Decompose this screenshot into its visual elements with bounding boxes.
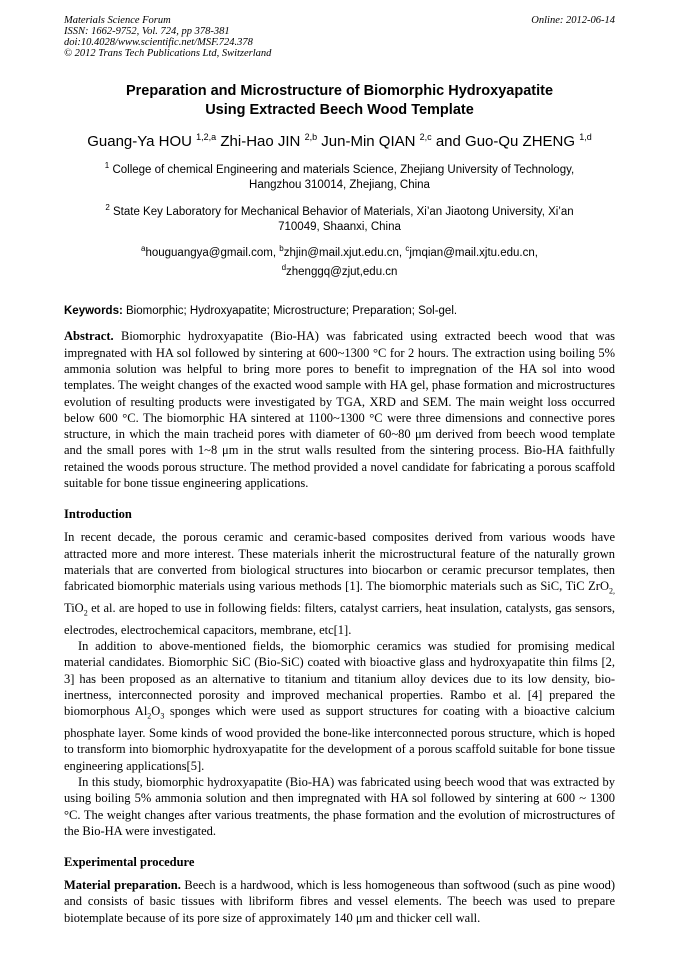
keywords [64,304,615,319]
email-list [64,241,615,281]
affiliation-line: College of chemical Engineering and materials Science, Zhejiang University of Technology, [112,163,575,176]
intro-paragraph-1: In recent decade, the porous ceramic and ceramic-based composites derived from various woods have attracted more and more interest. These materials inherit the microstructural feature of the naturally grown materials that are converted from biological structures into biocarbon or ceramic precursor templates, then fabricated biomorphic materials using various methods [1]. The biomorphic materials such as SiC, TiC ZrO$_{2,}$ TiO$_2$ et al. are hoped to use in following fields: filters, catalyst carriers, heat insulation, catalysts, gas sensors, electrodes, electrochemical capacitors, membrane, etc[1]. [64,530,615,637]
author-name: Zhi-Hao JIN [220,133,301,150]
online-date: Online: 2012-06-14 [531,15,615,26]
experimental-heading: Experimental procedure [64,855,195,870]
introduction-heading: Introduction [64,507,132,522]
abstract-text: Biomorphic hydroxyapatite (Bio-HA) was fabricated using extracted beech wood that was impregnated with HA sol followed by sintering at 600~1300 °C for 2 hours. The extraction using boiling 5% ammonia solution was helpful to bring more pores to benefit to impregnation of the HA sol into wood templates. The weight changes of the exacted wood sample with HA gel, phase formation and microstructures evolution of resulting products were investigated by TGA, XRD and SEM. The main weight loss occurred below 600 °C. The biomorphic HA sintered at 1100~1300 °C were three dimensions and connective pores structure, in which the main tracheid pores with diameter of 60~80 μm derived from beech wood template and the small pores with 1~8 μm in the strut walls resulted from the sintering process. Bio-HA faithfully retained the woods porous structure. The method provided a novel candidate for fabricating a porous scaffold suitable for bone tissue engineering applications. [64,329,615,490]
intro-paragraph-2: In addition to above-mentioned fields, the biomorphic ceramics was studied for promising medical material candidates. Biomorphic SiC (Bio-SiC) coated with bioactive glass and hydroxyapatite thin films [2, 3] has been proposed as an alternative to titanium and titanium alloy devices due to its low density, bio-inertness, interconnected porosity and improved mechanical properties. Rambo et al. [4] prepared the biomorphous $Al_2O_3$ sponges which were used as support structures for coating with a bioactive calcium phosphate layer. Some kinds of wood provided the bone-like interconnected porous structure, which is hoped to transform into biomorphic hydroxyapatite for the development of a porous scaffold suitable for bone tissue engineering applications[5]. [64,639,615,773]
affiliation-1 [64,158,615,193]
copyright: © 2012 Trans Tech Publications Ltd, Switzerland [64,48,272,59]
affiliation-num: 1 [104,161,110,170]
paper-title [64,82,615,120]
author-sup: 2,c [419,132,432,142]
email-sup: a [141,243,146,253]
intro-paragraph-3: In this study, biomorphic hydroxyapatite (Bio-HA) was fabricated using beech wood that was extracted by using boiling 5% ammonia solution and then impregnated with HA sol followed by sintering at 600 ~ 1300 °C. The weight changes after various treatments, the phase formation and the evolution of microstructures of the Bio-HA were investigated. [64,774,615,838]
paper-page [64,15,615,926]
journal-name: Materials Science Forum [64,15,171,26]
author-sup: 1,2,a [196,132,217,142]
author-name: Jun-Min QIAN [321,133,416,150]
author-sup: 2,b [304,132,318,142]
affiliation-line: State Key Laboratory for Mechanical Behavior of Materials, Xi’an Jiaotong University, Xi’an [113,205,574,218]
doi[interactable]: doi:10.4028/www.scientific.net/MSF.724.378 [64,37,253,48]
affiliation-line: 710049, Shaanxi, China [278,220,401,233]
experimental-paragraph: Material preparation. Beech is a hardwood, which is less homogeneous than softwood (such as pine wood) and consists of basic tissues with libriform fibres and vessel elements. The beech was used to prepare biotemplate because of its pore size of approximately 140 μm and thicker cell wall. [64,878,616,925]
affiliation-num: 2 [105,202,110,212]
title-line-1: Preparation and Microstructure of Biomorphic Hydroxyapatite [125,83,554,99]
abstract [64,328,615,491]
email-link[interactable]: zhenggq@zjut,edu.cn [286,266,398,279]
author-name: Guo-Qu ZHENG [465,133,576,150]
material-prep-label: Material preparation. [64,878,181,893]
issn: ISSN: 1662-9752, Vol. 724, pp 378-381 [64,26,230,37]
email-sup: c [405,243,410,253]
email-link[interactable]: zhjin@mail.xjut.edu.cn, [283,246,403,259]
email-sup: b [279,243,284,253]
email-link[interactable]: houguangya@gmail.com, [145,246,277,259]
author-and: and [435,133,461,150]
keywords-text: Biomorphic; Hydroxyapatite; Microstructure; Preparation; Sol-gel. [126,305,458,318]
author-sup: 1,d [579,132,592,142]
email-sup: d [281,263,287,273]
email-link[interactable]: jmqian@mail.xjtu.edu.cn, [409,246,538,259]
affiliation-2 [64,200,615,235]
abstract-label: Abstract. [64,329,114,344]
author-name: Guang-Ya HOU [87,133,192,150]
journal-header [64,15,615,59]
keywords-label: Keywords: [64,305,123,318]
author-list [64,128,615,151]
title-line-2: Using Extracted Beech Wood Template [205,102,474,118]
affiliation-line: Hangzhou 310014, Zhejiang, China [249,178,430,191]
